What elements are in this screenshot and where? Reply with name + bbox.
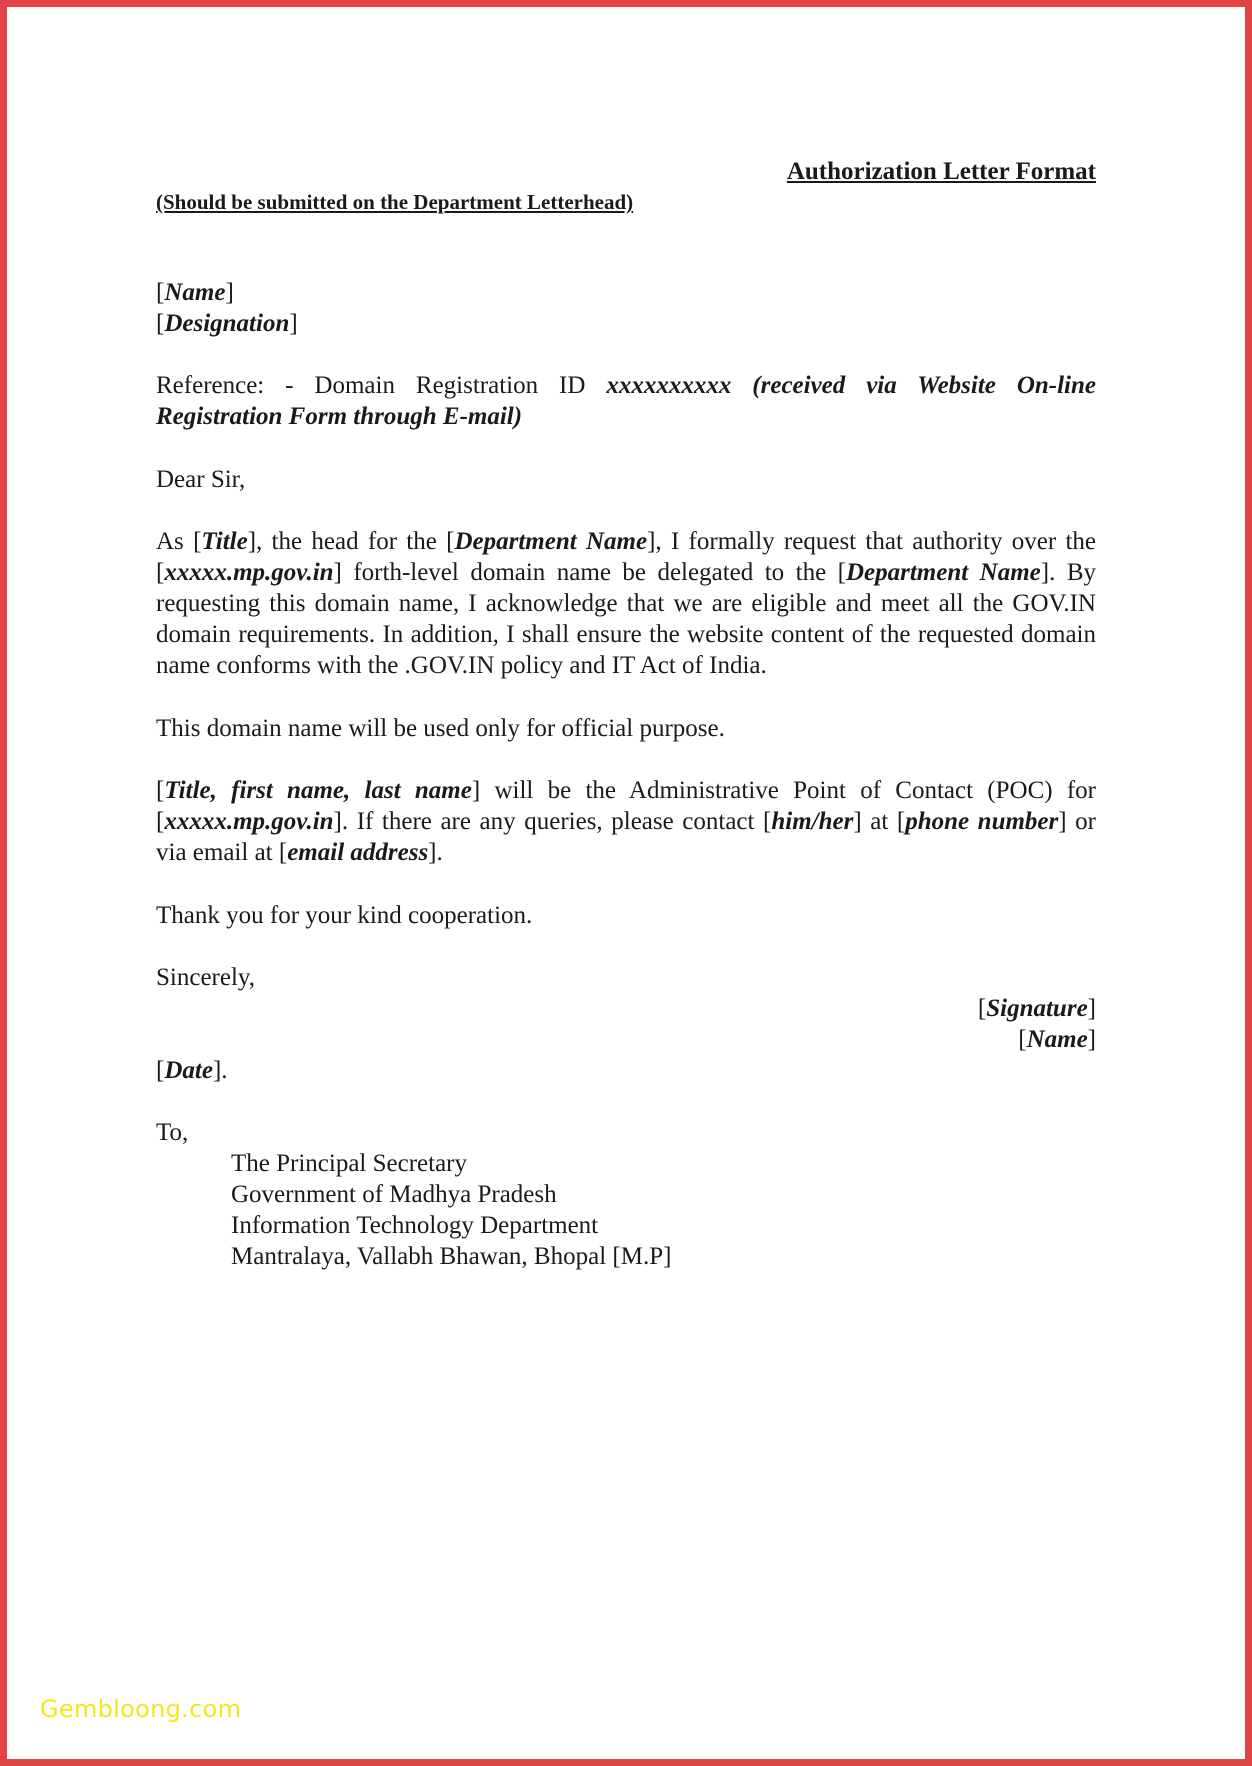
sender-designation-line: [Designation] — [156, 310, 298, 337]
p3-text-1: [ — [156, 777, 165, 804]
p1-text-3: ], I formally request that authority over the [ — [156, 528, 1096, 586]
p3-text-5: ] or via email at [ — [156, 808, 1096, 866]
date-line: [Date]. — [156, 1057, 228, 1084]
p3-domain: xxxxx.mp.gov.in — [164, 808, 334, 835]
p1-domain: xxxxx.mp.gov.in — [164, 559, 334, 586]
p1-department-2: Department Name — [845, 559, 1041, 586]
p3-pronoun: him/her — [771, 808, 854, 835]
p3-text-2: ] will be the Administrative Point of Contact (POC) for [ — [156, 777, 1097, 835]
letter-title: Authorization Letter Format — [786, 158, 1096, 185]
p3-email: email address — [287, 839, 429, 866]
p3-text-3: ]. If there are any queries, please contact [ — [333, 808, 772, 835]
p3-text-4: ] at [ — [853, 808, 906, 835]
p3-poc: Title, first name, last name — [164, 777, 472, 804]
reference-prefix: Reference: - Domain Registration ID — [156, 372, 607, 399]
p1-text-2: ], the head for the [ — [247, 528, 455, 555]
recipient-line: Mantralaya, Vallabh Bhawan, Bhopal [M.P] — [231, 1243, 672, 1270]
body-paragraph-1 — [156, 526, 1096, 681]
signatory-name: Name — [1026, 1026, 1088, 1053]
p3-phone: phone number — [905, 808, 1059, 835]
body-paragraph-3 — [156, 775, 1096, 868]
sender-block — [156, 277, 1096, 339]
reference-paragraph — [156, 370, 1096, 432]
closing-line: Sincerely, — [156, 964, 256, 991]
sender-name-line: [Name] — [156, 279, 234, 306]
p1-text-1: As [ — [156, 528, 202, 555]
watermark-text: Gembloong.com — [40, 1695, 242, 1723]
body-paragraph-2: This domain name will be used only for official purpose. — [156, 715, 725, 742]
signatory-name-line: [Name] — [1018, 1026, 1096, 1053]
p1-text-5: ]. By requesting this domain name, I acknowledge that we are eligible and meet all the GOV.IN domain requirements. In addition, I shall ensure the website content of the requested domain name conforms with the .GOV.IN policy and IT Act of India. — [156, 559, 1096, 679]
date-placeholder: Date — [164, 1057, 213, 1084]
sender-name: Name — [164, 279, 226, 306]
letter-subtitle: (Should be submitted on the Department Letterhead) — [156, 190, 634, 214]
p3-text-6: ]. — [428, 839, 443, 866]
signature-line: [Signature] — [977, 995, 1096, 1022]
p1-text-4: ] forth-level domain name be delegated to the [ — [333, 559, 846, 586]
p1-department: Department Name — [454, 528, 648, 555]
sender-designation: Designation — [164, 310, 290, 337]
p1-title: Title — [201, 528, 248, 555]
recipient-block — [156, 1117, 1096, 1272]
signature-placeholder: Signature — [986, 995, 1088, 1022]
signature-block — [156, 993, 1096, 1055]
recipient-line: Government of Madhya Pradesh — [231, 1181, 557, 1208]
salutation: Dear Sir, — [156, 466, 246, 493]
recipient-line: The Principal Secretary — [231, 1150, 468, 1177]
recipient-to: To, — [156, 1119, 189, 1146]
recipient-line: Information Technology Department — [231, 1212, 599, 1239]
thanks-line: Thank you for your kind cooperation. — [156, 902, 533, 929]
reference-id: xxxxxxxxxx (received via Website On-line Registration Form through E-mail) — [156, 372, 1097, 430]
